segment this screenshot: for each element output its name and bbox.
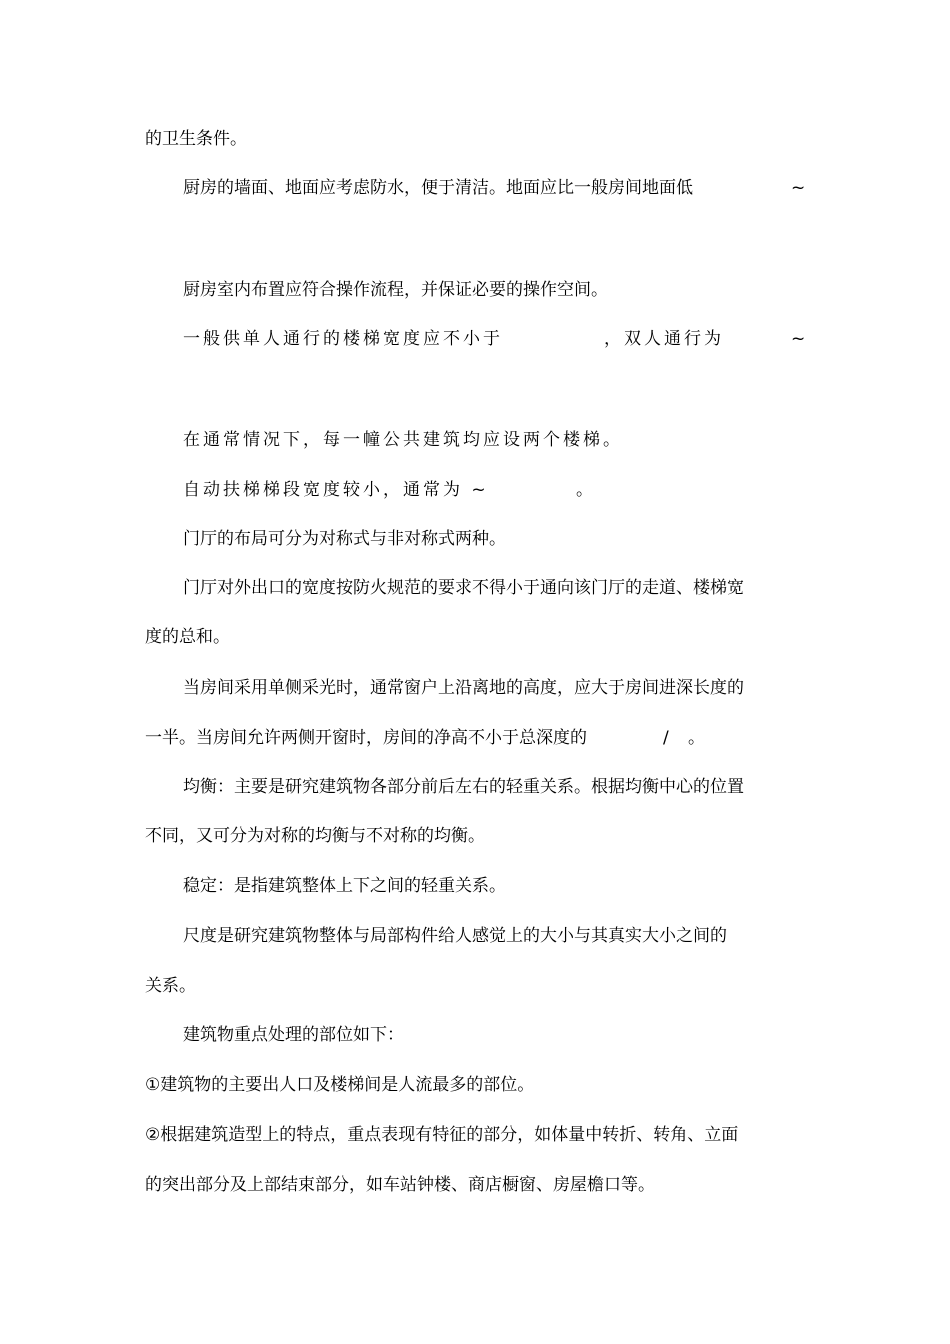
slash-mark: / xyxy=(663,728,669,748)
period-mark: 。 xyxy=(688,728,705,748)
text-line xyxy=(183,576,810,600)
text-span: ①建筑物的主要出人口及楼梯间是人流最多的部位。 xyxy=(145,1075,535,1095)
text-line xyxy=(183,278,810,302)
text-span: 的突出部分及上部结束部分，如车站钟楼、商店橱窗、房屋檐口等。 xyxy=(145,1175,655,1195)
text-line xyxy=(145,1173,810,1197)
text-span: 一般供单人通行的楼梯宽度应不小于 xyxy=(183,329,503,349)
text-line xyxy=(183,478,810,502)
text-span: 尺度是研究建筑物整体与局部构件给人感觉上的大小与其真实大小之间的 xyxy=(183,926,727,946)
text-line xyxy=(183,775,810,799)
text-span: 稳定：是指建筑整体上下之间的轻重关系。 xyxy=(183,876,506,896)
text-line xyxy=(183,176,810,200)
text-span: 自动扶梯梯段宽度较小，通常为 ~ xyxy=(183,480,489,500)
text-line xyxy=(183,327,810,351)
text-line xyxy=(183,1023,810,1047)
text-line xyxy=(183,874,810,898)
text-line xyxy=(183,428,810,452)
text-line xyxy=(145,625,810,649)
tilde-mark: ~ xyxy=(791,178,806,198)
tilde-mark: ~ xyxy=(791,329,809,349)
text-span: 建筑物重点处理的部位如下： xyxy=(183,1025,404,1045)
text-line xyxy=(183,676,810,700)
text-span: 当房间采用单侧采光时，通常窗户上沿离地的高度，应大于房间进深长度的 xyxy=(183,678,744,698)
text-span: 门厅对外出口的宽度按防火规范的要求不得小于通向该门厅的走道、楼梯宽 xyxy=(183,578,744,598)
text-span: 不同，又可分为对称的均衡与不对称的均衡。 xyxy=(145,826,485,846)
text-line xyxy=(145,824,810,848)
text-span: ，双人通行为 xyxy=(604,329,724,349)
text-line xyxy=(145,1123,810,1147)
text-line xyxy=(183,527,810,551)
text-line xyxy=(145,127,810,151)
text-span: 关系。 xyxy=(145,976,196,996)
text-line xyxy=(145,726,810,750)
period-mark: 。 xyxy=(576,480,596,500)
text-span: 一半。当房间允许两侧开窗时，房间的净高不小于总深度的 xyxy=(145,728,587,748)
text-span: ②根据建筑造型上的特点，重点表现有特征的部分，如体量中转折、转角、立面 xyxy=(145,1125,739,1145)
text-span: 厨房的墙面、地面应考虑防水，便于清洁。地面应比一般房间地面低 xyxy=(183,178,693,198)
text-span: 门厅的布局可分为对称式与非对称式两种。 xyxy=(183,529,506,549)
text-span: 的卫生条件。 xyxy=(145,129,247,149)
text-span: 度的总和。 xyxy=(145,627,230,647)
text-span: 在通常情况下，每一幢公共建筑均应设两个楼梯。 xyxy=(183,430,623,450)
text-line xyxy=(183,924,810,948)
text-line xyxy=(145,1073,810,1097)
text-span: 厨房室内布置应符合操作流程，并保证必要的操作空间。 xyxy=(183,280,608,300)
text-span: 均衡：主要是研究建筑物各部分前后左右的轻重关系。根据均衡中心的位置 xyxy=(183,777,744,797)
text-line xyxy=(145,974,810,998)
